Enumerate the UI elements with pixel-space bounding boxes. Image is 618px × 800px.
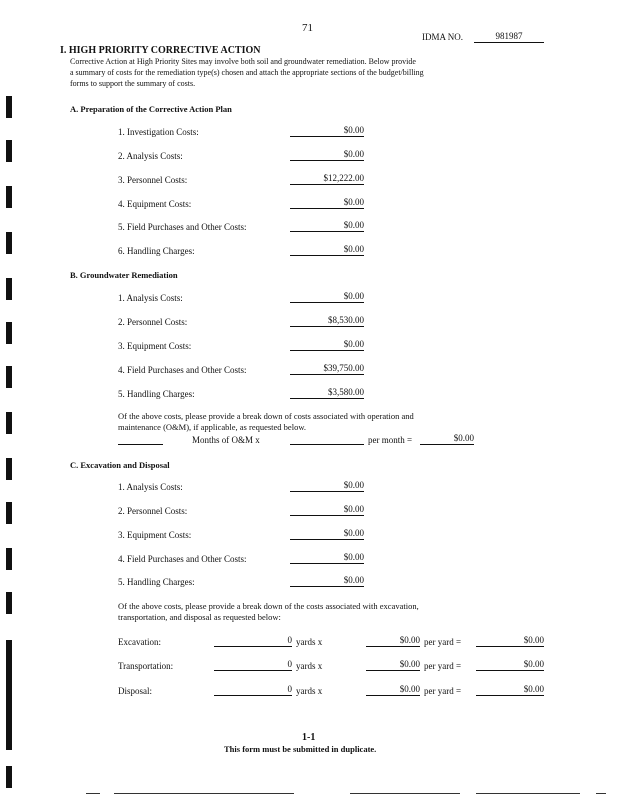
item-label: 1. Investigation Costs: xyxy=(118,127,199,137)
item-label: 4. Field Purchases and Other Costs: xyxy=(118,365,247,375)
item-label: 5. Handling Charges: xyxy=(118,389,195,399)
idma-label: IDMA NO. xyxy=(422,32,464,42)
scan-mark xyxy=(6,322,12,344)
om-months-label: Months of O&M x xyxy=(192,435,260,445)
row-yards: 0 xyxy=(214,659,292,671)
row-yards-label: yards x xyxy=(296,661,323,671)
scan-mark xyxy=(6,96,12,118)
row-label: Transportation: xyxy=(118,661,174,671)
row-total: $0.00 xyxy=(476,635,544,647)
item-label: 4. Field Purchases and Other Costs: xyxy=(118,554,247,564)
row-label: Excavation: xyxy=(118,637,161,647)
item-value: $0.00 xyxy=(290,528,364,540)
item-value: $0.00 xyxy=(290,552,364,564)
scan-mark xyxy=(6,366,12,388)
row-rate: $0.00 xyxy=(366,684,420,696)
item-label: 6. Handling Charges: xyxy=(118,246,195,256)
bottom-rule xyxy=(596,793,606,794)
row-per-yard-label: per yard = xyxy=(424,661,462,671)
scan-mark xyxy=(6,592,12,614)
scan-mark xyxy=(6,412,12,434)
row-yards-label: yards x xyxy=(296,686,323,696)
scan-mark xyxy=(6,548,12,570)
item-value: $0.00 xyxy=(290,149,364,161)
excavation-note: transportation, and disposal as requested below: xyxy=(118,612,281,622)
idma-value: 981987 xyxy=(474,31,544,43)
row-per-yard-label: per yard = xyxy=(424,686,462,696)
item-label: 2. Analysis Costs: xyxy=(118,151,183,161)
item-value: $3,580.00 xyxy=(290,387,364,399)
page-number: 71 xyxy=(302,22,313,34)
item-value: $0.00 xyxy=(290,504,364,516)
row-yards: 0 xyxy=(214,635,292,647)
bottom-rule xyxy=(86,793,100,794)
item-value: $0.00 xyxy=(290,480,364,492)
scan-mark xyxy=(6,766,12,788)
item-label: 1. Analysis Costs: xyxy=(118,293,183,303)
row-yards-label: yards x xyxy=(296,637,323,647)
row-per-yard-label: per yard = xyxy=(424,637,462,647)
footer-note: This form must be submitted in duplicate. xyxy=(224,744,377,754)
row-total: $0.00 xyxy=(476,684,544,696)
scan-mark xyxy=(6,140,12,162)
item-value: $0.00 xyxy=(290,339,364,351)
row-label: Disposal: xyxy=(118,686,153,696)
item-value: $0.00 xyxy=(290,575,364,587)
item-label: 4. Equipment Costs: xyxy=(118,199,192,209)
scan-mark xyxy=(6,502,12,524)
item-label: 5. Field Purchases and Other Costs: xyxy=(118,222,247,232)
bottom-rule xyxy=(350,793,460,794)
row-rate: $0.00 xyxy=(366,659,420,671)
excavation-note: Of the above costs, please provide a break down of the costs associated with excavation, xyxy=(118,601,419,611)
part-a-title: A. Preparation of the Corrective Action Plan xyxy=(70,104,232,114)
item-label: 2. Personnel Costs: xyxy=(118,506,188,516)
item-value: $0.00 xyxy=(290,291,364,303)
item-label: 1. Analysis Costs: xyxy=(118,482,183,492)
om-note: Of the above costs, please provide a break down of costs associated with operation and xyxy=(118,411,414,421)
intro-text: a summary of costs for the remediation type(s) chosen and attach the appropriate sections of the budget/billing xyxy=(70,68,424,77)
scan-mark xyxy=(6,640,12,750)
bottom-rule xyxy=(476,793,580,794)
om-rate-field xyxy=(290,433,364,445)
bottom-rule xyxy=(114,793,294,794)
footer-page-id: 1-1 xyxy=(302,732,316,743)
item-value: $0.00 xyxy=(290,197,364,209)
om-note: maintenance (O&M), if applicable, as requested below. xyxy=(118,422,307,432)
part-b-title: B. Groundwater Remediation xyxy=(70,270,178,280)
item-value: $12,222.00 xyxy=(290,173,364,185)
item-value: $8,530.00 xyxy=(290,315,364,327)
item-value: $0.00 xyxy=(290,220,364,232)
om-per-month-label: per month = xyxy=(368,435,413,445)
om-months-field xyxy=(118,433,163,445)
scan-mark xyxy=(6,186,12,208)
item-label: 3. Equipment Costs: xyxy=(118,341,192,351)
section-title: I. HIGH PRIORITY CORRECTIVE ACTION xyxy=(60,45,261,56)
item-label: 2. Personnel Costs: xyxy=(118,317,188,327)
scan-mark xyxy=(6,458,12,480)
intro-text: forms to support the summary of costs. xyxy=(70,79,196,88)
intro-text: Corrective Action at High Priority Sites may involve both soil and groundwater remediation. Below provide xyxy=(70,57,416,66)
row-yards: 0 xyxy=(214,684,292,696)
row-total: $0.00 xyxy=(476,659,544,671)
row-rate: $0.00 xyxy=(366,635,420,647)
part-c-title: C. Excavation and Disposal xyxy=(70,460,170,470)
item-label: 5. Handling Charges: xyxy=(118,577,195,587)
item-label: 3. Personnel Costs: xyxy=(118,175,188,185)
item-label: 3. Equipment Costs: xyxy=(118,530,192,540)
om-total: $0.00 xyxy=(420,433,474,445)
item-value: $39,750.00 xyxy=(290,363,364,375)
item-value: $0.00 xyxy=(290,125,364,137)
item-value: $0.00 xyxy=(290,244,364,256)
scan-mark xyxy=(6,278,12,300)
scan-mark xyxy=(6,232,12,254)
